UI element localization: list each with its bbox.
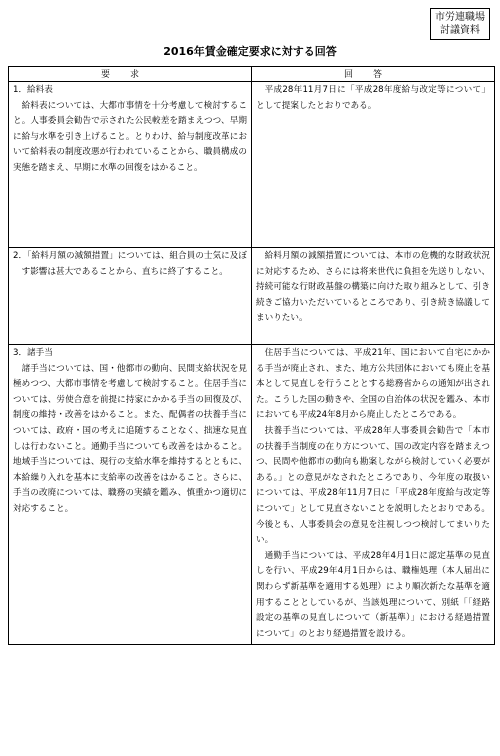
request-heading: 3．諸手当 [13,348,53,358]
answer-paragraph: 平成28年11月7日に「平成28年度給与改定等について」として提案したとおりである。 [256,85,490,111]
stamp-line-2: 討議資料 [440,25,480,36]
answer-paragraph: 住居手当については、平成21年、国において自宅にかかる手当が廃止され、また、地方公共団体においても廃止を基本として見直しを行うこととする総務省からの通知が出された。こうした国の動きや、全国の自治体の状況を鑑み、本市においても平成24年8月から廃止したところである。 [256,348,490,421]
answer-cell [252,82,495,248]
page-title: 2016年賃金確定要求に対する回答 [163,45,337,58]
table-header-row [9,67,495,82]
answer-paragraph: 給料月額の減額措置については、本市の危機的な財政状況に対応するため、さらには将来世代に負担を先送りしない、持続可能な行財政基盤の構築に向けた取り組みとして、引き続きご協力いただいているところであり、引き続き協議してまいりたい。 [256,251,490,324]
table-row [9,248,495,345]
request-text: 諸手当については、国・他都市の動向、民間支給状況を見極めつつ、大都市事情を考慮して検討すること。住居手当については、労使合意を前提に持家にかかる手当の回復及び、制度の維持・改善をはかること。また、配偶者の扶養手当については、政府・国の考えに追随することなく、拙速な見直しは行わないこと。通勤手当についても改善をはかること。地域手当については、現行の支給水準を維持するとともに、本給繰り入れを基本に支給率の改善をはかること。さらに、手当の改廃については、職務の実績を鑑み、慎重かつ適切に対応すること。 [13,363,247,514]
stamp-line-1: 市労連職場 [435,12,485,23]
request-cell [9,82,252,248]
document-stamp [430,8,490,40]
answer-cell [252,248,495,345]
header-answer: 回答 [252,67,495,82]
table-row [9,345,495,645]
request-answer-table [8,66,495,645]
request-heading: 1．給料表 [13,85,53,95]
table-row [9,82,495,248]
request-cell [9,345,252,645]
request-heading: 2．「給料月額の減額措置」については、組合員の士気に及ぼす影響は甚大であることから、直ちに終了すること。 [13,251,247,277]
request-cell [9,248,252,345]
answer-paragraph: 通勤手当については、平成28年4月1日に認定基準の見直しを行い、平成29年4月1日からは、職権処理（本人届出に関わらず新基準を適用する処理）により順次新たな基準を適用することとしているが、当該処理について、別紙「「経路設定の基準の見直しについて（新基準）」における経過措置について」のとおり経過措置を設ける。 [256,550,490,639]
request-text: 給料表については、大都市事情を十分考慮して検討すること。人事委員会勧告で示された公民較差を踏まえつつ、早期に給与水準を引き上げること。とりわけ、給与制度改革において給料表の制度改悪が行われていることから、職員構成の実態を踏まえ、早期に水準の回復をはかること。 [13,100,247,173]
header-request: 要求 [9,67,252,82]
answer-cell [252,345,495,645]
answer-paragraph: 扶養手当については、平成28年人事委員会勧告で「本市の扶養手当制度の在り方について、国の改定内容を踏まえつつ、民間や他都市の動向も勘案しながら検討していく必要がある。」との意見がなされたところであり、今年度の取扱いについては、平成28年11月7日に「平成28年度給与改定等について」として見直さないことを説明したとおりである。今後とも、人事委員会の意見を注視しつつ検討してまいりたい。 [256,425,490,546]
